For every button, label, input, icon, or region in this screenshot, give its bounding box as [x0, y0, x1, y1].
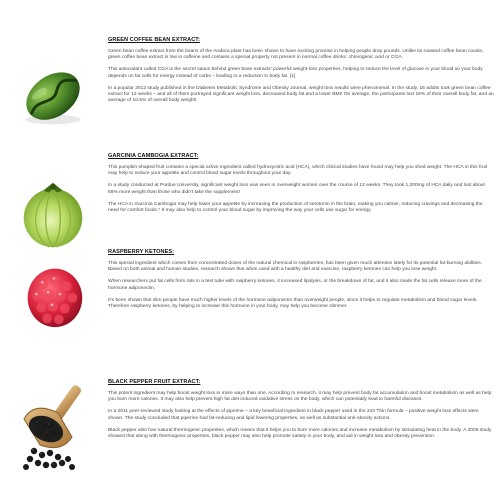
paragraph: In a study conducted at Purdue University, significant weight loss was seen in overweight women over the course of 12 weeks. They took 1,200mg of HCA daily and lost about 55% more weight than those who didn't take the supplement!	[108, 183, 485, 195]
paragraph: This antioxidant called CGA is the secret sauce behind green bean extracts' powerful weight-loss properties, helping to reduce the level of glucose in your blood so your body depends on fat cells for energy instead of carbs – leading to a reduction in body fat. [1]	[108, 67, 483, 79]
garcinia-text	[108, 153, 494, 220]
paragraph: Black pepper also has natural thermogenic properties, which means that it helps you to burn more calories and increase metabolism by stimulating heat in the body. A 2006 study showed that along with thermogenic properties, black pepper may also help promote satiety in your body, and aid in weight loss and obesity prevention.	[108, 427, 492, 440]
paragraph: This special ingredient which comes from concentrated doses of the natural chemical in raspberries, has been given much attention lately for its potential fat-burning abilities. Based on both animal and human studies, research shows that when used with a healthy diet and exercise, raspberry ketones can help you lose weight.	[108, 261, 483, 273]
paragraph: The HCA in Garcinia Cambogia may help lower your appetite by increasing the production of serotonin in the brain, making you calmer, reducing cravings and decreasing the need for comfort foods.* It may also help to control your blood sugar by improving the way your cells use sugar for energy.	[108, 201, 483, 214]
section-heading: BLACK PEPPER FRUIT EXTRACT:	[108, 379, 201, 385]
black-pepper-scoop-icon	[10, 379, 100, 475]
section-heading: RASPBERRY KETONES:	[108, 249, 175, 255]
paragraph: In a 2011 peer-reviewed study looking at the effects of piperine – a key beneficial ingredient in black pepper used in the 310 Thin formula – positive weight loss effects were shown. The study concluded that piperine had fat-reducing and lipid lowering properties, as well as substantial anti-obesity actions.	[108, 409, 479, 421]
garcinia-fruit-icon	[14, 175, 92, 253]
black-pepper-text	[108, 379, 494, 446]
raspberry-text	[108, 249, 494, 316]
paragraph: In a popular 2012 study published in the Diabetes Metabolic Syndrome and Obesity Journal, weight loss results were phenomenal. In the study, 16 adults took green bean coffee extract for 12 weeks – and all of them portrayed significant weight loss, decreased body fat and a lower BMI! On average, the participants lost 16% of their overall body fat, and an average of 10.5% of overall body weight!	[108, 85, 494, 104]
paragraph: When researchers put fat cells from rats in a test tube with raspberry ketones, it increased lipolysis, or the breakdown of fat, and it also made the fat cells release more of the hormone adiponectin.	[108, 279, 482, 291]
section-heading: GREEN COFFEE BEAN EXTRACT:	[108, 37, 201, 43]
raspberry-icon	[14, 255, 92, 333]
green-coffee-bean-icon	[14, 59, 92, 137]
paragraph: Green bean coffee extract from the beans of the Arabica plant has been shown to have exciting promise in helping people drop pounds. Unlike its roasted coffee bean cousin, green coffee bean extract is low in caffeine and contains a special property not present in normal coffee drinks: chlorogenic acid or CGA.	[108, 49, 484, 61]
section-heading: GARCINIA CAMBOGIA EXTRACT:	[108, 153, 199, 159]
paragraph: It's been shown that slim people have much higher levels of the hormone adiponectin than overweight people, since it helps to regulate metabolism and blood sugar levels. Therefore raspberry ketones, by helping to increase this hormone in your body, may help you become slimmer.	[108, 297, 478, 310]
paragraph: This potent ingredient may help boost weight loss in more ways than one. According to research, it may help prevent body fat accumulation and boost metabolism as well as help you burn more calories. It may also help prevent high fat diet induced oxidative stress on the body, which can potentially lead to harmful diseases.	[108, 391, 492, 403]
paragraph: This pumpkin-shaped fruit contains a special active ingredient called hydroxycitric acid (HCA), which clinical studies have found may help you shed weight. The HCA in this fruit may help to reduce your appetite and control blood sugar levels throughout your day.	[108, 165, 488, 177]
green-coffee-text	[108, 37, 494, 110]
